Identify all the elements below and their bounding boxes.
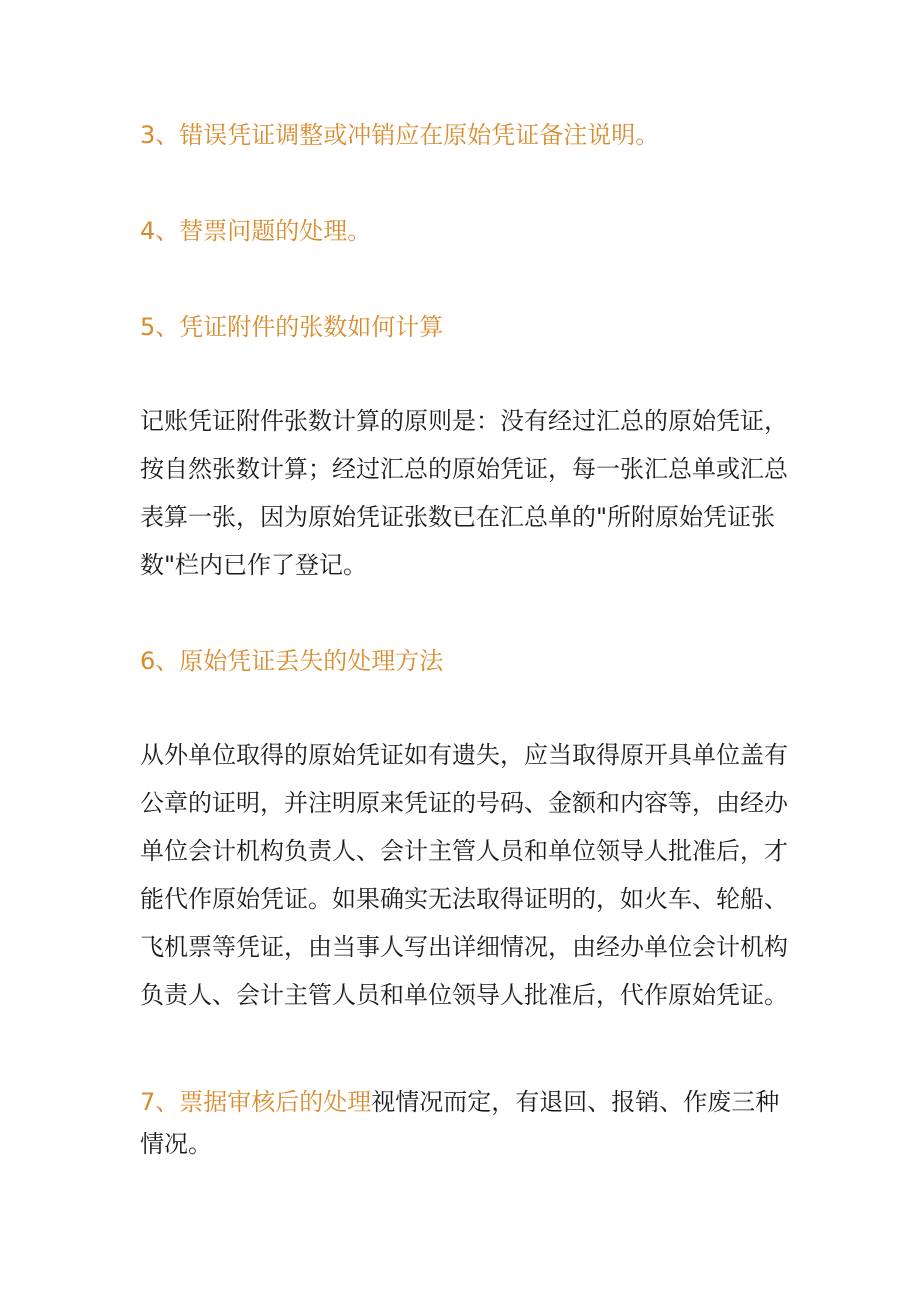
section-4-heading: 4、替票问题的处理。 [140,217,372,245]
section-6-heading: 6、原始凭证丢失的处理方法 [140,647,444,675]
paragraph-line: 公章的证明，并注明原来凭证的号码、金额和内容等，由经办 [140,789,788,817]
section-7-line-2: 情况。 [140,1130,212,1158]
paragraph-line: 从外单位取得的原始凭证如有遗失，应当取得原开具单位盖有 [140,741,788,769]
paragraph-line: 数"栏内已作了登记。 [140,551,368,579]
paragraph-line: 表算一张，因为原始凭证张数已在汇总单的"所附原始凭证张 [140,503,776,531]
paragraph-line: 能代作原始凭证。如果确实无法取得证明的，如火车、轮船、 [140,885,788,913]
paragraph-line: 单位会计机构负责人、会计主管人员和单位领导人批准后，才 [140,837,788,865]
paragraph-line: 飞机票等凭证，由当事人写出详细情况，由经办单位会计机构 [140,933,788,961]
section-7-line-1 [140,1078,779,1126]
paragraph-line: 按自然张数计算；经过汇总的原始凭证，每一张汇总单或汇总 [140,455,788,483]
paragraph-line: 负责人、会计主管人员和单位领导人批准后，代作原始凭证。 [140,981,788,1009]
section-3-heading: 3、错误凭证调整或冲销应在原始凭证备注说明。 [140,121,660,149]
section-7-text: 视情况而定，有退回、报销、作废三种 [371,1088,780,1116]
section-7-heading: 7、票据审核后的处理 [140,1088,372,1116]
section-5-heading: 5、凭证附件的张数如何计算 [140,313,444,341]
paragraph-line: 记账凭证附件张数计算的原则是：没有经过汇总的原始凭证， [140,407,788,435]
